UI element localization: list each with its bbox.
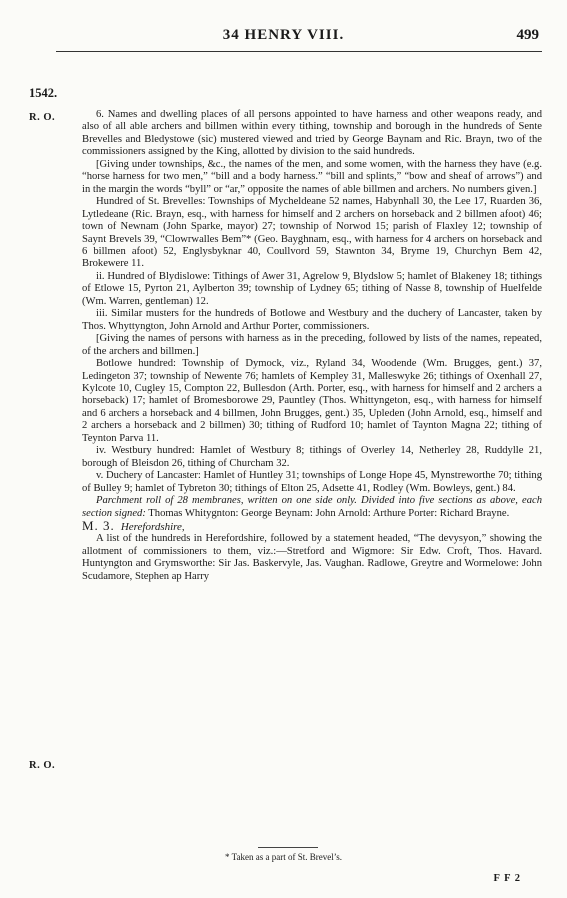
paragraph-blydislowe: ii. Hundred of Blydislowe: Tithings of Awer 31, Agrelow 9, Blydslow 5; hamlet of Blakeney 18; tithings of Etlowe 15, Pyrton 21, Aylberton 39; township of Lydney 65; tithing of Nasse 8, township of Huelfelde (Wm. Warren, gentleman) 12. [82,270,542,307]
parchment-note [82,495,542,520]
header-rule [56,51,542,52]
paragraph-similar-musters: iii. Similar musters for the hundreds of Botlowe and Westbury and the duchery of Lancaster, taken by Thos. Whyttyngton, John Arnold and Arthur Porter, commissioners. [82,308,542,332]
section-county: Herefordshire, [120,520,185,533]
running-head: 34 HENRY VIII. [222,27,345,43]
margin-note-record-office: R. O. [29,112,56,123]
footnote: * Taken as a part of St. Brevel’s. [225,852,342,862]
paragraph-westbury: iv. Westbury hundred: Hamlet of Westbury 8; tithings of Overley 14, Netherley 28, Ruddylle 21, borough of Bleisdon 26, tithing of Churcham 32. [82,445,542,469]
main-text [82,109,542,583]
section-heading [82,517,542,533]
parchment-note-description: Parchment roll of 28 membranes, written on one side only. Divided into five sections as above, each section signed: [82,495,542,519]
parchment-note-signers: Thomas Whitygnton: George Beynam: John Arnold: Arthure Porter: Richard Brayne. [145,507,510,519]
section-code: M. 3. [82,517,115,533]
page-number: 499 [516,27,539,43]
paragraph-herefordshire: A list of the hundreds in Herefordshire, followed by a statement headed, “The devysyon,” showing the allotment of commissioners to them, viz.:—Stretford and Wigmore: Sir Edw. Croft, Thos. Havard. Huntyngton and Grymsworthe: Sir Jas. Baskervyle, Jas. Vaughan. Radlowe, Greytre and Wormelowe: John Scudamore, Stephen ap Harry [82,533,542,582]
paragraph-bracket-note: [Giving under townships, &c., the names of the men, and some women, with the harness they have (e.g. “horse harness for two men,” “bill and a body harness.” “bill and splints,” “bow and sheaf of arrows”) and in the margin the words “byll” or “ar,” opposite the names of able billmen and archers. No numbers given.] [82,158,542,195]
paragraph-bracket-note-2: [Giving the names of persons with harness as in the preceding, followed by lists of the names, repeated, of the archers and billmen.] [82,333,542,357]
paragraph-st-brevelles: Hundred of St. Brevelles: Townships of Mycheldeane 52 names, Habynhall 30, the Lee 17, Ruarden 36, Lytledeane (Ric. Brayn, esq., with harness for himself and 2 archers on horseback and 2 billmen afoot) 46; town of Newnam (John Sparke, mayor) 27; township of Norwod 15; parish of Flaxley 12; township of Saynt Brevels 39, “Clowrwalles Bem”* (Geo. Bayghnam, esq., with harness for 4 archers on horseback and 6 billmen afoot) 52, Englysbyknar 40, Coullvord 59, Stawnton 34, Bryme 19, Churchyn Bem 42, Brokewere 11. [82,196,542,270]
footnote-rule [258,847,318,848]
paragraph-intro: 6. Names and dwelling places of all persons appointed to have harness and other weapons ready, and also of all able archers and billmen within every tithing, township and borough in the hundreds of Sente Brevelles and Bledystowe (sic) mustered viewed and tried by George Baynam and Ric. Brayn, two of the commissioners assigned by the King, allotted by division to the said hundreds. [82,109,542,158]
paragraph-lancaster: v. Duchery of Lancaster: Hamlet of Huntley 31; townships of Longe Hope 45, Mynstreworthe 70; tithing of Bulley 9; hamlet of Tybreton 30; tithings of Elton 25, Adsette 41, Rodley (Wm. Bowleys, gent.) 84. [82,470,542,494]
margin-note-record-office-2: R. O. [29,760,56,771]
page-header [0,27,567,47]
margin-year: 1542. [29,86,58,100]
signature-mark: F F 2 [493,873,521,884]
paragraph-botlowe: Botlowe hundred: Township of Dymock, viz., Ryland 34, Woodende (Wm. Brugges, gent.) 37, Ledingeton 37; township of Newente 76; hamlets of Kempley 31, Malleswyke 26; tithings of Oxenhall 27, Kylcote 10, Cugley 15, Compton 22, Bullesdon (Arth. Porter, esq., with harness for himself and 2 archers a horseback) 17; hamlet of Bromesborowe 29, Pauntley (Thos. Whittyngeton, esq., with harness for himself and 6 archers a horseback and 4 billmen, John Brugges, gent.) 35, Upleden (John Arnold, esq., himself and 2 archers a horseback and 2 billmen) 30; tithing of Rudford 10; hamlet of Taynton Magna 22; tithing of Teynton Parva 11. [82,358,542,444]
